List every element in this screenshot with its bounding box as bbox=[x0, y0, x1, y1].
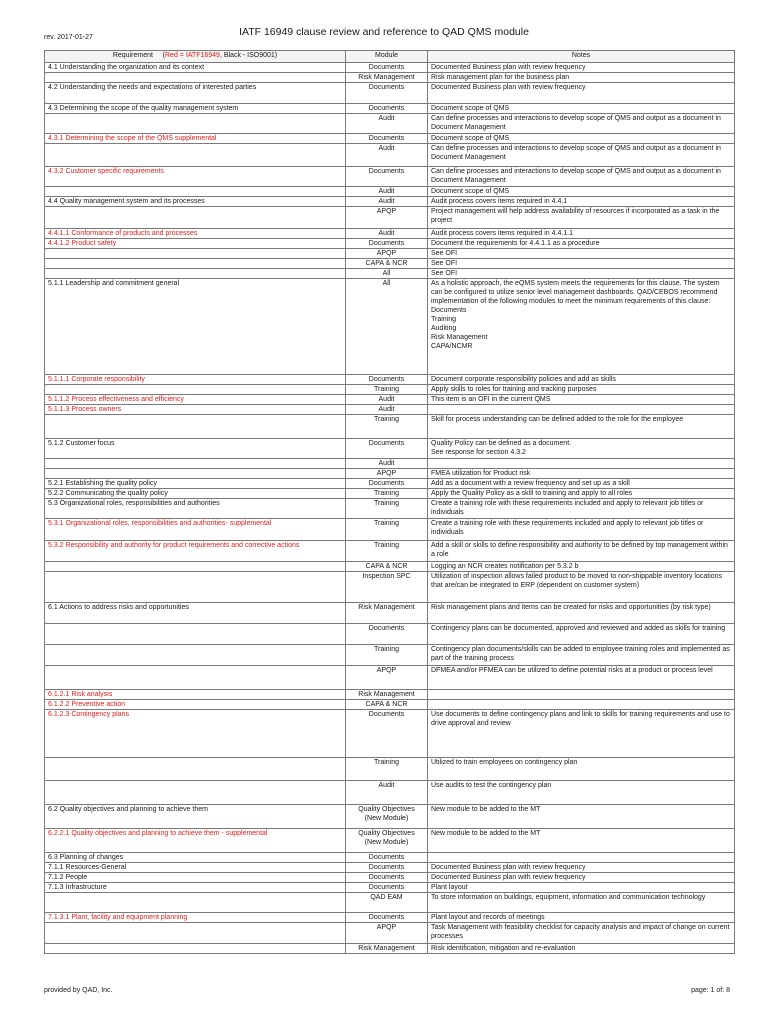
table-row bbox=[45, 923, 735, 944]
requirement-cell: 6.1.2.1 Risk analysis bbox=[45, 690, 346, 700]
notes-cell: Create a training role with these requirements included and apply to relevant job titles or individuals bbox=[428, 519, 735, 541]
module-cell: APQP bbox=[346, 207, 428, 229]
module-cell: Audit bbox=[346, 114, 428, 134]
requirement-cell bbox=[45, 923, 346, 944]
notes-cell: Logging an NCR creates notification per 5.3.2 b bbox=[428, 562, 735, 572]
table-row bbox=[45, 187, 735, 197]
module-cell: Documents bbox=[346, 104, 428, 114]
module-cell: APQP bbox=[346, 469, 428, 479]
module-cell: Documents bbox=[346, 873, 428, 883]
table-row bbox=[45, 758, 735, 781]
module-cell: All bbox=[346, 279, 428, 375]
requirement-cell: 7.1.3.1 Plant, facility and equipment planning bbox=[45, 913, 346, 923]
requirement-cell bbox=[45, 781, 346, 805]
footer-page-number: page: 1 of: 8 bbox=[691, 987, 730, 994]
notes-cell: Contingency plans can be documented, approved and reviewed and added as skills for training bbox=[428, 624, 735, 645]
notes-cell: Document corporate responsibility policies and add as skills bbox=[428, 375, 735, 385]
requirement-cell bbox=[45, 73, 346, 83]
module-cell: Audit bbox=[346, 144, 428, 167]
table-row bbox=[45, 781, 735, 805]
module-column-header: Module bbox=[346, 51, 428, 63]
requirement-cell: 5.2.1 Establishing the quality policy bbox=[45, 479, 346, 489]
document-title: IATF 16949 clause review and reference to QAD QMS module bbox=[239, 26, 529, 38]
table-row bbox=[45, 385, 735, 395]
table-row bbox=[45, 134, 735, 144]
requirement-cell bbox=[45, 459, 346, 469]
table-row bbox=[45, 700, 735, 710]
requirement-cell: 6.1 Actions to address risks and opportunities bbox=[45, 603, 346, 624]
notes-cell: Audit process covers items required in 4.4.1.1 bbox=[428, 229, 735, 239]
module-cell: Training bbox=[346, 645, 428, 666]
requirement-cell bbox=[45, 469, 346, 479]
notes-cell: See OFI bbox=[428, 269, 735, 279]
module-cell: Quality Objectives (New Module) bbox=[346, 829, 428, 853]
table-row bbox=[45, 229, 735, 239]
table-row bbox=[45, 144, 735, 167]
notes-cell: DFMEA and/or PFMEA can be utilized to define potential risks at a product or process level bbox=[428, 666, 735, 690]
table-row bbox=[45, 893, 735, 913]
notes-cell: Documented Business plan with review frequency bbox=[428, 863, 735, 873]
module-cell: Training bbox=[346, 758, 428, 781]
requirement-cell: 4.2 Understanding the needs and expectations of interested parties bbox=[45, 83, 346, 104]
table-row bbox=[45, 479, 735, 489]
table-row bbox=[45, 541, 735, 562]
requirement-cell: 6.2 Quality objectives and planning to achieve them bbox=[45, 805, 346, 829]
table-row bbox=[45, 805, 735, 829]
requirement-cell bbox=[45, 249, 346, 259]
requirement-cell: 5.3.2 Responsibility and authority for product requirements and corrective actions bbox=[45, 541, 346, 562]
requirement-column-header bbox=[45, 51, 346, 63]
module-cell: Audit bbox=[346, 187, 428, 197]
legend-red: Red = IATF16949 bbox=[165, 52, 220, 59]
module-cell: Documents bbox=[346, 63, 428, 73]
requirement-cell: 6.1.2.3 Contingency plans bbox=[45, 710, 346, 758]
module-cell: Training bbox=[346, 541, 428, 562]
table-row bbox=[45, 83, 735, 104]
requirement-cell bbox=[45, 572, 346, 603]
table-row bbox=[45, 279, 735, 375]
requirement-cell: 5.1.1.1 Corporate responsibility bbox=[45, 375, 346, 385]
table-row bbox=[45, 645, 735, 666]
requirement-cell: 4.3.1 Determining the scope of the QMS supplemental bbox=[45, 134, 346, 144]
requirement-cell bbox=[45, 562, 346, 572]
module-cell: APQP bbox=[346, 249, 428, 259]
notes-cell: Plant layout and records of meetings bbox=[428, 913, 735, 923]
notes-cell: Risk identification, mitigation and re-evaluation bbox=[428, 944, 735, 954]
notes-cell: Add as a document with a review frequency and set up as a skill bbox=[428, 479, 735, 489]
table-row bbox=[45, 375, 735, 385]
notes-cell: Document the requirements for 4.4.1.1 as a procedure bbox=[428, 239, 735, 249]
notes-cell: Can define processes and interactions to develop scope of QMS and output as a document in Document Management bbox=[428, 114, 735, 134]
module-cell: CAPA & NCR bbox=[346, 562, 428, 572]
requirements-table bbox=[44, 50, 735, 954]
requirement-cell: 4.4.1.2 Product safety bbox=[45, 239, 346, 249]
table-row bbox=[45, 883, 735, 893]
module-cell: CAPA & NCR bbox=[346, 700, 428, 710]
notes-cell: Audit process covers items required in 4.4.1 bbox=[428, 197, 735, 207]
requirement-cell: 4.4.1.1 Conformance of products and processes bbox=[45, 229, 346, 239]
module-cell: Training bbox=[346, 415, 428, 439]
requirement-cell bbox=[45, 624, 346, 645]
module-cell: Documents bbox=[346, 624, 428, 645]
notes-cell bbox=[428, 853, 735, 863]
notes-cell: Can define processes and interactions to develop scope of QMS and output as a document in Document Management bbox=[428, 167, 735, 187]
requirement-cell bbox=[45, 187, 346, 197]
module-cell: Documents bbox=[346, 479, 428, 489]
table-row bbox=[45, 269, 735, 279]
table-row bbox=[45, 207, 735, 229]
notes-cell: Can define processes and interactions to develop scope of QMS and output as a document in Document Management bbox=[428, 144, 735, 167]
table-row bbox=[45, 249, 735, 259]
notes-cell bbox=[428, 700, 735, 710]
table-row bbox=[45, 405, 735, 415]
module-cell: Audit bbox=[346, 197, 428, 207]
notes-cell: Document scope of QMS bbox=[428, 104, 735, 114]
notes-cell: To store information on buildings, equipment, information and communication technology bbox=[428, 893, 735, 913]
module-cell: Documents bbox=[346, 134, 428, 144]
table-row bbox=[45, 624, 735, 645]
requirement-cell bbox=[45, 893, 346, 913]
module-cell: Risk Management bbox=[346, 944, 428, 954]
requirement-cell bbox=[45, 259, 346, 269]
requirement-header-label: Requirement bbox=[112, 52, 153, 59]
module-cell: Quality Objectives (New Module) bbox=[346, 805, 428, 829]
module-cell: CAPA & NCR bbox=[346, 259, 428, 269]
table-row bbox=[45, 73, 735, 83]
requirement-cell: 5.3.1 Organizational roles, responsibilities and authorities- supplemental bbox=[45, 519, 346, 541]
module-cell: Risk Management bbox=[346, 603, 428, 624]
revision-date: rev. 2017-01-27 bbox=[44, 34, 93, 41]
table-row bbox=[45, 603, 735, 624]
module-cell: Documents bbox=[346, 375, 428, 385]
requirement-cell: 5.1.1.2 Process effectiveness and efficiency bbox=[45, 395, 346, 405]
table-row bbox=[45, 415, 735, 439]
notes-cell: Project management will help address availability of resources if incorporated as a task in the project bbox=[428, 207, 735, 229]
notes-cell: Plant layout bbox=[428, 883, 735, 893]
notes-cell: Document scope of QMS bbox=[428, 187, 735, 197]
table-row bbox=[45, 873, 735, 883]
requirement-cell bbox=[45, 114, 346, 134]
notes-cell: New module to be added to the MT bbox=[428, 805, 735, 829]
notes-cell: Create a training role with these requirements included and apply to relevant job titles or individuals bbox=[428, 499, 735, 519]
module-cell: Documents bbox=[346, 883, 428, 893]
table-row bbox=[45, 499, 735, 519]
requirement-cell: 7.1.2 People bbox=[45, 873, 346, 883]
requirement-cell: 7.1.3 Infrastructure bbox=[45, 883, 346, 893]
module-cell: Inspection SPC bbox=[346, 572, 428, 603]
module-cell: Audit bbox=[346, 459, 428, 469]
requirement-cell bbox=[45, 207, 346, 229]
notes-cell: See OFI bbox=[428, 259, 735, 269]
footer-provider: provided by QAD, Inc. bbox=[44, 987, 113, 994]
notes-cell: Use documents to define contingency plans and link to skills for training requirements and use to drive approval and review bbox=[428, 710, 735, 758]
module-cell: Documents bbox=[346, 239, 428, 249]
table-row bbox=[45, 829, 735, 853]
table-row bbox=[45, 395, 735, 405]
table-row bbox=[45, 439, 735, 459]
notes-cell: Documented Business plan with review frequency bbox=[428, 873, 735, 883]
table-row bbox=[45, 863, 735, 873]
notes-cell: Apply skills to roles for training and tracking purposes bbox=[428, 385, 735, 395]
module-cell: Documents bbox=[346, 710, 428, 758]
table-header-row bbox=[45, 51, 735, 63]
module-cell: Training bbox=[346, 499, 428, 519]
table-row bbox=[45, 562, 735, 572]
module-cell: QAD EAM bbox=[346, 893, 428, 913]
notes-column-header: Notes bbox=[428, 51, 735, 63]
table-row bbox=[45, 114, 735, 134]
notes-cell: Contingency plan documents/skills can be added to employee training roles and implemented as part of the training process bbox=[428, 645, 735, 666]
notes-cell: Add a skill or skills to define responsibility and authority to be defined by top management within a role bbox=[428, 541, 735, 562]
notes-cell: Documented Business plan with review frequency bbox=[428, 83, 735, 104]
table-row bbox=[45, 572, 735, 603]
table-row bbox=[45, 259, 735, 269]
module-cell: Documents bbox=[346, 913, 428, 923]
table-row bbox=[45, 104, 735, 114]
notes-cell bbox=[428, 405, 735, 415]
module-cell: Audit bbox=[346, 229, 428, 239]
module-cell: Risk Management bbox=[346, 690, 428, 700]
requirement-cell: 5.1.1.3 Process owners bbox=[45, 405, 346, 415]
requirement-cell: 4.4 Quality management system and its processes bbox=[45, 197, 346, 207]
module-cell: Training bbox=[346, 385, 428, 395]
notes-cell bbox=[428, 459, 735, 469]
requirement-cell: 5.2.2 Communicating the quality policy bbox=[45, 489, 346, 499]
notes-cell: Risk management plans and items can be created for risks and opportunities (by risk type) bbox=[428, 603, 735, 624]
requirement-cell bbox=[45, 385, 346, 395]
table-row bbox=[45, 944, 735, 954]
module-cell: Audit bbox=[346, 395, 428, 405]
requirement-cell: 4.1 Understanding the organization and its context bbox=[45, 63, 346, 73]
requirement-cell bbox=[45, 944, 346, 954]
table-row bbox=[45, 459, 735, 469]
requirement-cell bbox=[45, 645, 346, 666]
notes-cell: Apply the Quality Policy as a skill to training and apply to all roles bbox=[428, 489, 735, 499]
notes-cell: Use audits to test the contingency plan bbox=[428, 781, 735, 805]
module-cell: Audit bbox=[346, 405, 428, 415]
notes-cell: FMEA utilization for Product risk bbox=[428, 469, 735, 479]
requirement-cell: 5.1.1 Leadership and commitment general bbox=[45, 279, 346, 375]
notes-cell bbox=[428, 690, 735, 700]
legend-open: ( bbox=[162, 52, 165, 59]
table-row bbox=[45, 519, 735, 541]
module-cell: Documents bbox=[346, 167, 428, 187]
table-row bbox=[45, 666, 735, 690]
module-cell: Training bbox=[346, 519, 428, 541]
requirement-cell: 6.1.2.2 Preventive action bbox=[45, 700, 346, 710]
requirement-cell bbox=[45, 666, 346, 690]
module-cell: Documents bbox=[346, 439, 428, 459]
table-row bbox=[45, 197, 735, 207]
requirement-cell bbox=[45, 758, 346, 781]
requirement-cell: 5.3 Organizational roles, responsibilities and authorities bbox=[45, 499, 346, 519]
notes-cell: As a holistic approach, the eQMS system meets the requirements for this clause. The system can be configured to utilize senior level management dashboards. QAD/CEBOS recommend implementation of the following modules to meet the minimum requirements of this clause: Documents Training Auditing Risk Management CAPA/NCMR bbox=[428, 279, 735, 375]
notes-cell: Risk management plan for the business plan bbox=[428, 73, 735, 83]
notes-cell: Skill for process understanding can be defined added to the role for the employee bbox=[428, 415, 735, 439]
requirement-cell: 7.1.1 Resources-General bbox=[45, 863, 346, 873]
module-cell: Risk Management bbox=[346, 73, 428, 83]
notes-cell: This item is an OFI in the current QMS bbox=[428, 395, 735, 405]
module-cell: Audit bbox=[346, 781, 428, 805]
legend-black: , Black - ISO9001) bbox=[219, 52, 278, 59]
requirement-cell bbox=[45, 269, 346, 279]
notes-cell: Utilization of inspection allows failed product to be moved to non-shippable inventory locations that are/can be integrated to ERP (dependent on customer system) bbox=[428, 572, 735, 603]
requirement-cell bbox=[45, 144, 346, 167]
table-row bbox=[45, 913, 735, 923]
requirement-cell: 4.3.2 Customer specific requirements bbox=[45, 167, 346, 187]
module-cell: APQP bbox=[346, 923, 428, 944]
table-row bbox=[45, 239, 735, 249]
table-row bbox=[45, 690, 735, 700]
requirement-cell: 6.3 Planning of changes bbox=[45, 853, 346, 863]
requirement-cell: 6.2.2.1 Quality objectives and planning to achieve them - supplemental bbox=[45, 829, 346, 853]
notes-cell: See OFI bbox=[428, 249, 735, 259]
notes-cell: Quality Policy can be defined as a document. See response for section 4.3.2 bbox=[428, 439, 735, 459]
module-cell: All bbox=[346, 269, 428, 279]
table-row bbox=[45, 710, 735, 758]
table-row bbox=[45, 489, 735, 499]
module-cell: Training bbox=[346, 489, 428, 499]
module-cell: Documents bbox=[346, 863, 428, 873]
requirement-cell bbox=[45, 415, 346, 439]
requirement-cell: 5.1.2 Customer focus bbox=[45, 439, 346, 459]
module-cell: APQP bbox=[346, 666, 428, 690]
table-row bbox=[45, 469, 735, 479]
table-row bbox=[45, 167, 735, 187]
requirements-table-wrapper bbox=[44, 50, 734, 954]
table-row bbox=[45, 853, 735, 863]
table-row bbox=[45, 63, 735, 73]
notes-cell: Document scope of QMS bbox=[428, 134, 735, 144]
table-body bbox=[45, 63, 735, 954]
notes-cell: Documented Business plan with review frequency bbox=[428, 63, 735, 73]
notes-cell: New module to be added to the MT bbox=[428, 829, 735, 853]
notes-cell: Task Management with feasibility checklist for capacity analysis and impact of change on current processes bbox=[428, 923, 735, 944]
requirement-cell: 4.3 Determining the scope of the quality management system bbox=[45, 104, 346, 114]
module-cell: Documents bbox=[346, 853, 428, 863]
module-cell: Documents bbox=[346, 83, 428, 104]
notes-cell: Utilized to train employees on contingency plan bbox=[428, 758, 735, 781]
